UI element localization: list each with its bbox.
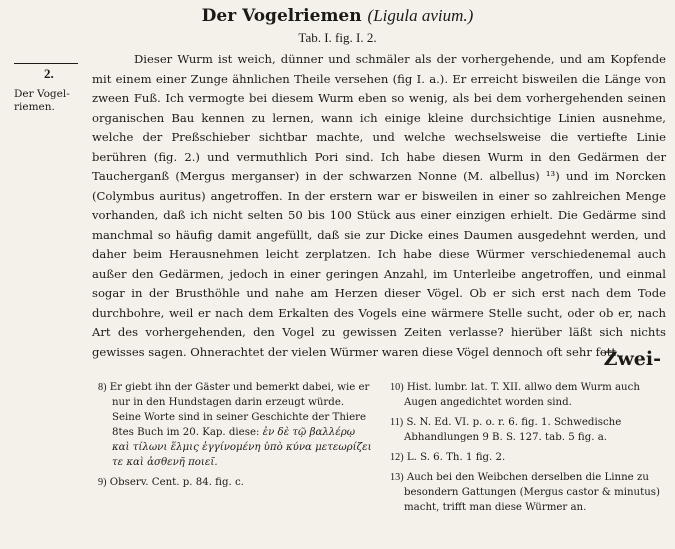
footnote-text: Er giebt ihn der Gäster und bemerkt dabei, wie er nur in den Hundstagen darin erzeugt würde. Seine Worte sind in seiner Geschichte der Thiere 8tes Buch im 20. Kap. diese: — [109, 382, 370, 438]
footnotes-left-column — [98, 380, 374, 495]
footnote-text: Auch bei den Weibchen derselben die Linne zu besondern Gattungen (Mergus castor & minutus) macht, trifft man diese Würmer an. — [404, 472, 660, 513]
section-number: 2. — [44, 66, 54, 81]
footnote-number: 9) — [98, 477, 107, 488]
page-title — [0, 6, 675, 26]
footnote-number: 8) — [98, 382, 107, 393]
catchword: Zwei- — [603, 348, 661, 370]
main-text — [92, 50, 666, 362]
footnote-12 — [390, 450, 666, 465]
footnote-text: S. N. Ed. VI. p. o. r. 6. fig. 1. Schwedische Abhandlungen 9 B. S. 127. tab. 5 fig. a. — [404, 417, 622, 443]
footnote-13 — [390, 470, 666, 515]
footnote-number: 13) — [390, 472, 404, 483]
footnote-10 — [390, 380, 666, 410]
greek-quotation: ἐν δὲ τῷ βαλλέρῳ καὶ τίλωνι ἕλμις ἐγγίνομένη ὑπὸ κύνα μετεωρίζει τε καὶ ἀσθενῆ ποιεῖ. — [112, 427, 372, 468]
footnotes-right-column — [390, 380, 666, 520]
footnote-11 — [390, 415, 666, 445]
footnote-text: Observ. Cent. p. 84. fig. c. — [109, 477, 244, 488]
footnote-number: 12) — [390, 452, 404, 463]
footnote-number: 10) — [390, 382, 404, 393]
footnote-text: Hist. lumbr. lat. T. XII. allwo dem Wurm auch Augen angedichtet worden sind. — [404, 382, 640, 408]
body-paragraph: Dieser Wurm ist weich, dünner und schmäler als der vorhergehende, und am Kopfende mit einem einer Zunge ähnlichen Theile versehen (fig I. a.). Er erreicht bisweilen die Länge von zween Fuß. Ich vermogte bei diesem Wurm eben so wenig, als bei dem vorhergehenden seinen organischen Bau kennen zu lernen, wann ich einige kleine durchsichtige Linien ausnehme, welche der Preßschieber sichtbar machte, und welche wechselsweise die vertiefte Linie berühren (fig. 2.) und vermuthlich Pori sind. Ich habe diesen Wurm in den Gedärmen der Taucherganß (Mergus merganser) in der schwarzen Nonne (M. albellus) ¹³) und im Norcken (Colymbus auritus) angetroffen. In der erstern war er bisweilen in einer so zahlreichen Menge vorhanden, daß ich nicht selten 50 bis 100 Stück aus einer einzigen erhielt. Die Gedärme sind manchmal so häufig damit angefüllt, daß sie zur Dicke eines Daumen ausgedehnt werden, und daher beim Herausnehmen leicht zerplatzen. Ich habe diese Würmer verschiedenemal auch außer den Gedärmen, jedoch in einer geringen Anzahl, im Unterleibe angetroffen, und einmal sogar in der Brusthöhle und nahe am Herzen dieser Vögel. Ob er sich erst nach dem Tode durchbohre, weil er nach dem Erkalten des Vogels eine wärmere Stelle sucht, oder ob er, nach Art des vorhergehenden, den Vogel zu gewissen Zeiten verlasse? hierüber läßt sich nichts gewisses sagen. Ohnerachtet der vielen Würmer waren diese Vögel dennoch oft sehr fett. — [92, 52, 666, 359]
footnote-8 — [98, 380, 374, 470]
margin-note: Der Vogel-riemen. — [14, 88, 70, 113]
plate-reference: Tab. I. fig. I. 2. — [298, 30, 377, 45]
footnote-text: L. S. 6. Th. 1 fig. 2. — [406, 452, 506, 463]
footnote-number: 11) — [390, 417, 404, 428]
margin-rule — [14, 63, 78, 64]
footnote-9 — [98, 475, 374, 490]
title-latin: (Ligula avium.) — [367, 6, 474, 25]
title-german: Der Vogelriemen — [201, 6, 362, 26]
